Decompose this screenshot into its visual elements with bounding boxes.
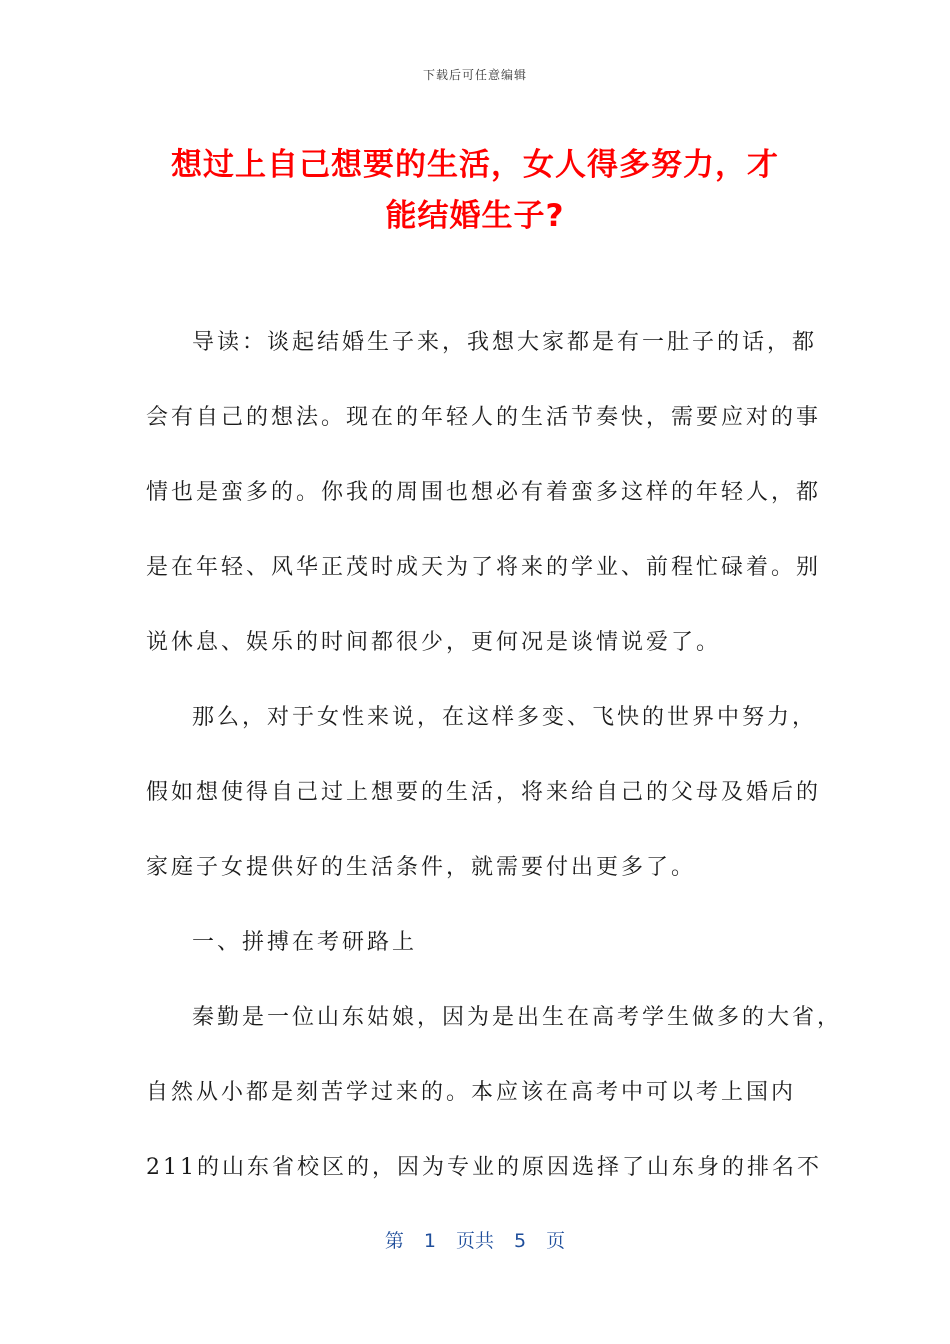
document-title (140, 140, 810, 242)
footer-end-label: 页 (546, 1230, 566, 1252)
paragraph-line: 假如想使得自己过上想要的生活，将来给自己的父母及婚后的 (146, 780, 822, 805)
paragraph-line: 情也是蛮多的。你我的周围也想必有着蛮多这样的年轻人，都 (146, 480, 822, 505)
header-note: 下载后可任意编辑 (422, 68, 527, 82)
title-line-2: 能结婚生子? (385, 198, 565, 234)
page-footer (0, 1226, 950, 1253)
paragraph-line: 那么，对于女性来说，在这样多变、飞快的世界中努力， (192, 705, 818, 730)
footer-page-number: 1 (423, 1230, 436, 1252)
footer-of-label: 页共 (455, 1230, 494, 1252)
paragraph-line: 说休息、娱乐的时间都很少，更何况是谈情说爱了。 (146, 630, 722, 655)
title-line-1: 想过上自己想要的生活，女人得多努力，才 (171, 147, 779, 183)
paragraph-line: 会有自己的想法。现在的年轻人的生活节奏快，需要应对的事 (146, 405, 822, 430)
paragraph-line: 导读：谈起结婚生子来，我想大家都是有一肚子的话，都 (192, 330, 818, 355)
paragraph-line: 家庭子女提供好的生活条件，就需要付出更多了。 (146, 855, 697, 880)
paragraph-line: 秦勤是一位山东姑娘，因为是出生在高考学生做多的大省， (192, 1005, 843, 1030)
paragraph-line: 是在年轻、风华正茂时成天为了将来的学业、前程忙碌着。别 (146, 555, 822, 580)
paragraph-line: 211的山东省校区的，因为专业的原因选择了山东身的排名不 (146, 1155, 822, 1180)
section-heading: 一、拼搏在考研路上 (192, 930, 418, 955)
body-text (146, 318, 843, 1218)
footer-total-pages: 5 (514, 1230, 527, 1252)
footer-page-label: 第 (384, 1230, 404, 1252)
paragraph-line: 自然从小都是刻苦学过来的。本应该在高考中可以考上国内 (146, 1080, 797, 1105)
